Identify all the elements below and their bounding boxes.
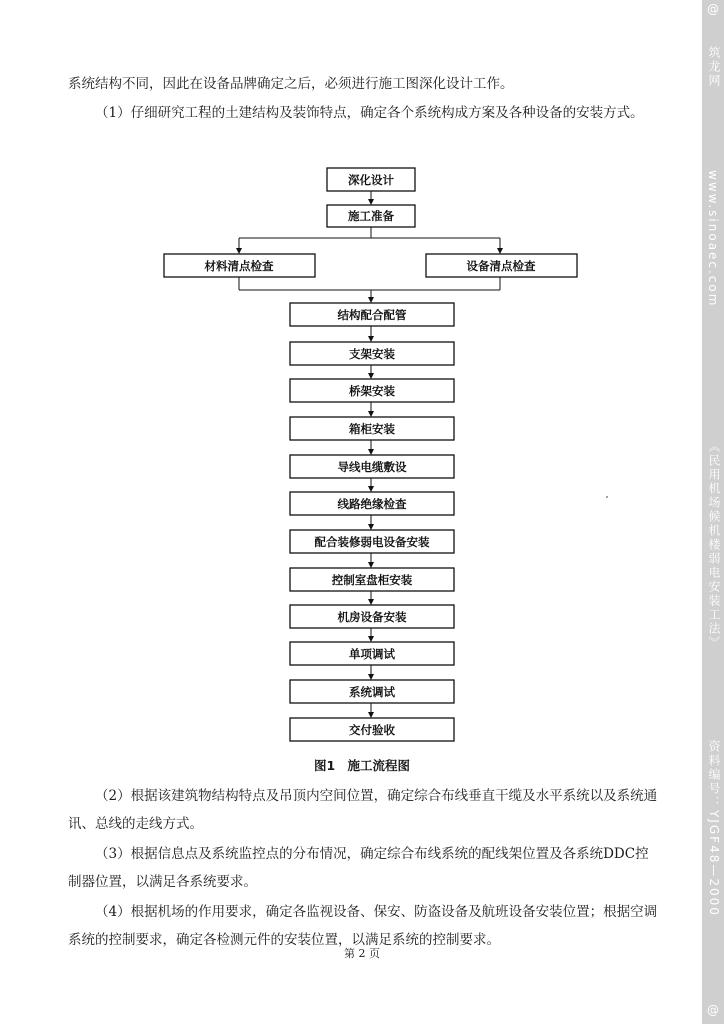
step-device-install <box>290 530 454 553</box>
step-tray <box>290 379 454 402</box>
arrow-icon <box>368 449 374 455</box>
step-label: 桥架安装 <box>349 384 395 398</box>
branch-material-check <box>164 254 315 277</box>
step-acceptance <box>290 718 454 741</box>
step-label: 箱柜安装 <box>349 422 395 436</box>
arrow-icon <box>368 297 374 303</box>
book-title: 《民用机场候机楼弱电安装工法》 <box>707 440 721 650</box>
paragraph-2: （2）根据该建筑物结构特点及吊顶内空间位置，确定综合布线垂直干缆及水平系统以及系统通讯、总线的走线方式。 <box>68 788 658 832</box>
paragraph-3: （3）根据信息点及系统监控点的分布情况，确定综合布线系统的配线架位置及各系统DDC控制器位置，以满足各系统要求。 <box>68 846 649 890</box>
paragraph-1: （1）仔细研究工程的土建结构及装饰特点，确定各个系统构成方案及各种设备的安装方式。 <box>95 105 644 121</box>
step-label: 控制室盘柜安装 <box>331 573 413 587</box>
step-machine-room <box>290 605 454 628</box>
step-unit-test <box>290 642 454 665</box>
arrow-icon <box>368 599 374 605</box>
step-prepare-label: 施工准备 <box>348 209 394 223</box>
step-label: 交付验收 <box>349 723 395 737</box>
step-prepare <box>327 205 415 227</box>
paragraph-4: （4）根据机场的作用要求，确定各监视设备、保安、防盗设备及航班设备安装位置；根据空调系统的控制要求，确定各检测元件的安装位置，以满足系统的控制要求。 <box>68 904 658 948</box>
step-conduit <box>290 303 454 326</box>
arrow-icon <box>368 199 374 205</box>
step-cabinet <box>290 417 454 440</box>
step-label: 单项调试 <box>349 647 395 661</box>
step-label: 线路绝缘检查 <box>337 497 407 511</box>
arrow-icon <box>368 674 374 680</box>
branch-material-label: 材料清点检查 <box>204 259 274 273</box>
branch-equipment-label: 设备清点检查 <box>466 259 536 273</box>
at-symbol-bottom: @ <box>707 1003 719 1017</box>
step-control-room <box>290 568 454 591</box>
arrow-icon <box>368 336 374 342</box>
step-label: 系统调试 <box>349 685 395 699</box>
step-label: 配合装修弱电设备安装 <box>314 535 430 549</box>
at-symbol-top: @ <box>707 2 719 16</box>
arrow-icon <box>368 524 374 530</box>
step-cable <box>290 455 454 478</box>
page-number: 第 2 页 <box>344 947 380 960</box>
paragraph-intro: 系统结构不同，因此在设备品牌确定之后，必须进行施工图深化设计工作。 <box>68 76 514 92</box>
arrow-icon <box>368 636 374 642</box>
step-insulation <box>290 492 454 515</box>
doc-code: 资料编号：YJGF48—2000 <box>707 740 721 917</box>
step-bracket <box>290 342 454 365</box>
site-name: 筑龙网 <box>707 46 721 88</box>
arrow-icon <box>497 248 503 254</box>
figure-label: 图1 <box>313 758 336 773</box>
step-label: 支架安装 <box>349 347 395 361</box>
step-label: 机房设备安装 <box>337 610 407 624</box>
arrow-icon <box>368 712 374 718</box>
step-system-test <box>290 680 454 703</box>
step-label: 导线电缆敷设 <box>337 460 407 474</box>
step-design <box>327 168 415 191</box>
arrow-icon <box>368 562 374 568</box>
branch-equipment-check <box>426 254 577 277</box>
arrow-icon <box>236 248 242 254</box>
step-design-label: 深化设计 <box>348 173 394 187</box>
arrow-icon <box>368 486 374 492</box>
step-label: 结构配合配管 <box>337 308 407 322</box>
watermark-sidebar <box>702 0 724 1024</box>
figure-title: 施工流程图 <box>347 758 411 773</box>
figure-caption <box>0 756 724 774</box>
site-url: www.sinoaec.com <box>706 170 720 308</box>
arrow-icon <box>368 373 374 379</box>
arrow-icon <box>368 411 374 417</box>
speck <box>606 496 608 498</box>
